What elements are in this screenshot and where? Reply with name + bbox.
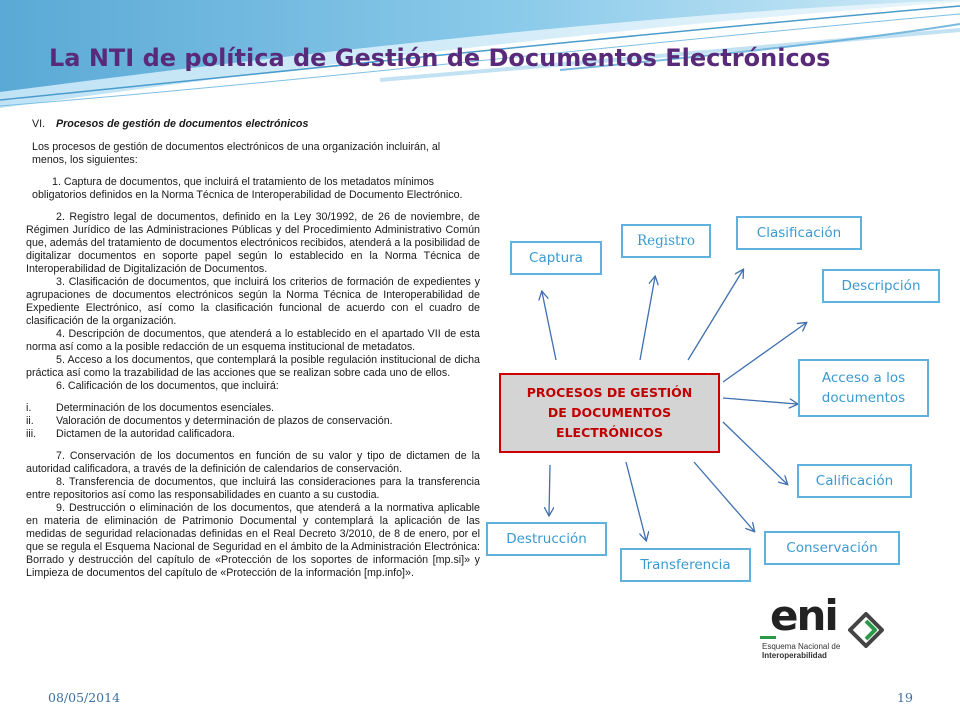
node-captura-label: Captura: [529, 250, 583, 266]
excerpt-item-1: 1. Captura de documentos, que incluirá el tratamiento de los metadatos mínimos obligatorios definidos en la Norma Técnica de Interoperabilidad de Documento Electrónico.: [32, 176, 463, 201]
arrow-conservacion: [694, 462, 754, 531]
slide-page-number: 19: [897, 690, 913, 705]
center-process-box: [499, 373, 720, 453]
excerpt-intro: Los procesos de gestión de documentos electrónicos de una organización incluirán, al menos, los siguientes:: [32, 141, 441, 166]
node-transferencia: [620, 548, 751, 582]
excerpt-heading-text: Procesos de gestión de documentos electrónicos: [56, 118, 309, 130]
slide-title: La NTI de política de Gestión de Documentos Electrónicos: [49, 44, 831, 72]
excerpt-item-9: 9. Destrucción o eliminación de los documentos, que atenderá a la normativa aplicable en materia de eliminación de Patrimonio Documental y contemplará la aplicación de las medidas de seguridad relacionadas definidas en el Real Decreto 3/2010, de 8 de enero, por el que se regula el Esquema Nacional de Seguridad en el ámbito de la Administración Electrónica: Borrado y destrucción del capítulo de «Protección de los soportes de información [mp.si]» y Limpieza de documentos del capítulo de «Protección de la información [mp.info]».: [26, 502, 480, 579]
excerpt-top: [22, 108, 486, 202]
excerpt-sub-iii: [26, 428, 480, 441]
arrow-descripcion: [723, 323, 806, 382]
excerpt-sub-ii-number: ii.: [26, 415, 34, 427]
regulation-excerpt: [22, 108, 486, 664]
arrow-clasificacion: [688, 270, 743, 360]
arrow-acceso: [723, 398, 797, 404]
node-acceso: [798, 359, 929, 417]
excerpt-sub-i-text: Determinación de los documentos esenciales.: [56, 402, 275, 414]
node-captura: [510, 241, 602, 275]
excerpt-sub-ii-text: Valoración de documentos y determinación de plazos de conservación.: [56, 415, 393, 427]
node-registro-label: Registro: [636, 233, 696, 249]
excerpt-sub-iii-number: iii.: [26, 428, 37, 440]
center-line-2: DE DOCUMENTOS: [547, 405, 672, 420]
node-conservacion: [764, 531, 900, 565]
excerpt-sub-i: [26, 402, 480, 415]
arrow-registro: [640, 277, 655, 360]
excerpt-item-2: 2. Registro legal de documentos, definido en la Ley 30/1992, de 26 de noviembre, de Régimen Jurídico de las Administraciones Públicas y del Procedimiento Administrativo Común que, además del tratamiento de documentos electrónicos recibidos, atenderá a la posibilidad de digitalizar documentos en soporte papel según lo establecido en la Norma Técnica de Interoperabilidad de Digitalización de Documentos.: [26, 211, 480, 275]
slide-date: 08/05/2014: [48, 690, 121, 705]
logo-name: eni: [770, 591, 837, 640]
excerpt-sub-iii-text: Dictamen de la autoridad calificadora.: [56, 428, 235, 440]
arrow-destruccion: [549, 465, 550, 515]
eni-logo: [758, 591, 888, 664]
excerpt-body: [22, 202, 486, 580]
logo-line-1: Esquema Nacional de: [762, 642, 841, 651]
arrow-calificacion: [723, 422, 787, 484]
node-destruccion: [486, 522, 607, 556]
excerpt-sub-i-number: i.: [26, 402, 32, 414]
node-clasificacion-label: Clasificación: [756, 225, 842, 241]
excerpt-heading: [32, 118, 476, 131]
node-registro: [621, 224, 711, 258]
excerpt-item-5: 5. Acceso a los documentos, que contemplará la posible regulación institucional de dicha práctica así como la trazabilidad de las acciones que se realizan sobre cada uno de ellos.: [26, 354, 480, 379]
excerpt-sub-ii: [26, 415, 480, 428]
node-calificacion: [797, 464, 912, 498]
node-calificacion-label: Calificación: [815, 473, 894, 489]
node-descripcion-label: Descripción: [841, 278, 921, 294]
excerpt-item-3: 3. Clasificación de documentos, que incluirá los criterios de formación de expedientes y agrupaciones de documentos electrónicos según la Norma Técnica de Interoperabilidad de Expediente Electrónico, así como la clasificación funcional de acuerdo con el cuadro de clasificación de la organización.: [26, 276, 480, 327]
node-transferencia-label: Transferencia: [640, 557, 731, 573]
excerpt-item-6: 6. Calificación de los documentos, que incluirá:: [56, 380, 279, 392]
logo-mark-icon: [848, 612, 884, 648]
arrow-captura: [542, 292, 556, 360]
arrow-transferencia: [626, 462, 646, 540]
node-clasificacion: [736, 216, 862, 250]
node-acceso-label-1: Acceso a los: [821, 370, 906, 386]
logo-line-2: Interoperabilidad: [762, 651, 827, 660]
node-acceso-label-2: documentos: [821, 390, 906, 406]
excerpt-item-8: 8. Transferencia de documentos, que incluirá las consideraciones para la transferencia entre repositorios así como las responsabilidades en cuanto a su custodia.: [26, 476, 480, 501]
excerpt-heading-number: VI.: [32, 118, 46, 130]
excerpt-item-4: 4. Descripción de documentos, que atenderá a lo establecido en el apartado VII de esta norma así como a la posible redacción de un esquema institucional de metadatos.: [26, 328, 480, 353]
center-line-1: PROCESOS DE GESTIÓN: [526, 385, 693, 400]
center-line-3: ELECTRÓNICOS: [556, 425, 663, 440]
node-descripcion: [822, 269, 940, 303]
node-conservacion-label: Conservación: [786, 540, 878, 556]
node-destruccion-label: Destrucción: [506, 531, 587, 547]
excerpt-item-7: 7. Conservación de los documentos en función de su valor y tipo de dictamen de la autoridad calificadora, a través de la definición de calendarios de conservación.: [26, 450, 480, 475]
